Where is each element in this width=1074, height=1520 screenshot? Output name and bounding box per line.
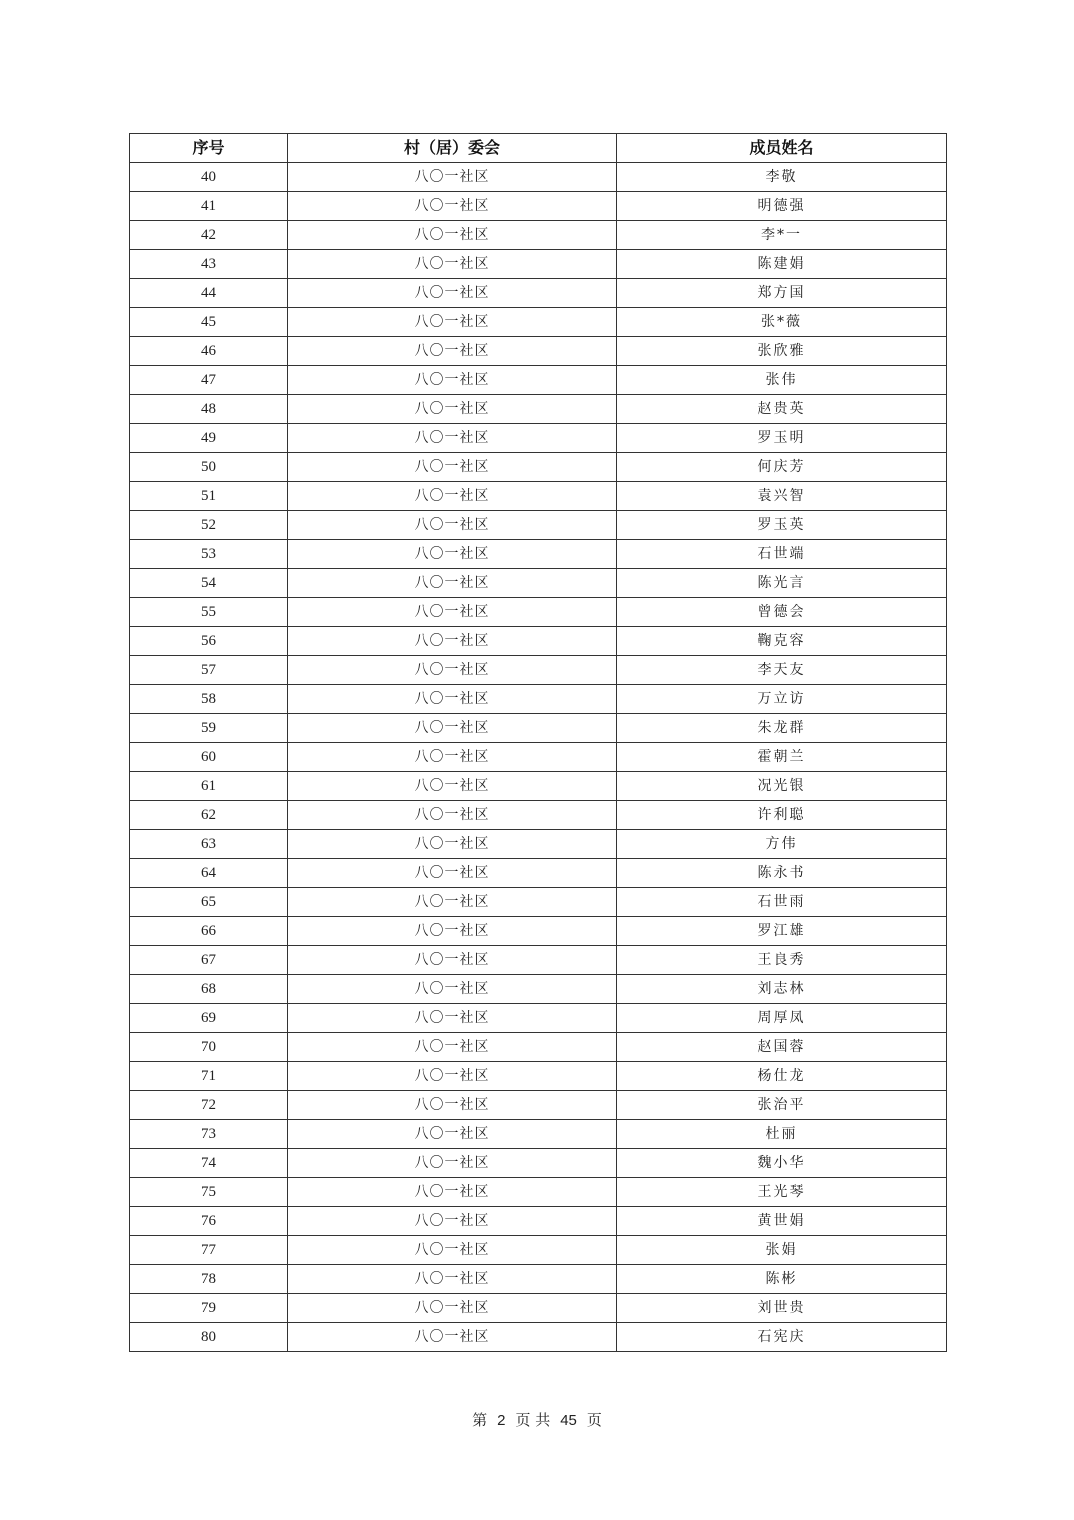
table-row: [130, 1004, 947, 1033]
table-row: [130, 540, 947, 569]
member-roster-table: [129, 133, 947, 1352]
cell-community: 八〇一社区: [288, 743, 617, 772]
cell-serial-number: 75: [130, 1178, 288, 1207]
cell-member-name: 万立访: [617, 685, 947, 714]
cell-member-name: 郑方国: [617, 279, 947, 308]
cell-community: 八〇一社区: [288, 1004, 617, 1033]
cell-serial-number: 40: [130, 163, 288, 192]
cell-member-name: 石世雨: [617, 888, 947, 917]
table-row: [130, 656, 947, 685]
cell-member-name: 陈建娟: [617, 250, 947, 279]
cell-member-name: 况光银: [617, 772, 947, 801]
cell-member-name: 鞠克容: [617, 627, 947, 656]
cell-community: 八〇一社区: [288, 453, 617, 482]
cell-community: 八〇一社区: [288, 685, 617, 714]
cell-community: 八〇一社区: [288, 1178, 617, 1207]
table-row: [130, 598, 947, 627]
cell-serial-number: 48: [130, 395, 288, 424]
cell-serial-number: 68: [130, 975, 288, 1004]
table-row: [130, 801, 947, 830]
table-row: [130, 946, 947, 975]
table-row: [130, 859, 947, 888]
table-row: [130, 511, 947, 540]
cell-member-name: 杜丽: [617, 1120, 947, 1149]
cell-member-name: 霍朝兰: [617, 743, 947, 772]
cell-community: 八〇一社区: [288, 946, 617, 975]
cell-community: 八〇一社区: [288, 511, 617, 540]
table-row: [130, 482, 947, 511]
cell-member-name: 周厚凤: [617, 1004, 947, 1033]
cell-serial-number: 51: [130, 482, 288, 511]
cell-serial-number: 55: [130, 598, 288, 627]
cell-serial-number: 60: [130, 743, 288, 772]
cell-serial-number: 73: [130, 1120, 288, 1149]
table-header-row: [130, 134, 947, 163]
cell-serial-number: 62: [130, 801, 288, 830]
table-row: [130, 1149, 947, 1178]
cell-serial-number: 67: [130, 946, 288, 975]
cell-community: 八〇一社区: [288, 337, 617, 366]
cell-serial-number: 80: [130, 1323, 288, 1352]
cell-community: 八〇一社区: [288, 1062, 617, 1091]
cell-community: 八〇一社区: [288, 366, 617, 395]
cell-member-name: 许利聪: [617, 801, 947, 830]
cell-member-name: 曾德会: [617, 598, 947, 627]
table-row: [130, 975, 947, 1004]
cell-member-name: 罗江雄: [617, 917, 947, 946]
cell-serial-number: 69: [130, 1004, 288, 1033]
table-row: [130, 1178, 947, 1207]
cell-community: 八〇一社区: [288, 1207, 617, 1236]
cell-serial-number: 76: [130, 1207, 288, 1236]
cell-member-name: 明德强: [617, 192, 947, 221]
table-row: [130, 337, 947, 366]
table-row: [130, 221, 947, 250]
cell-member-name: 赵国蓉: [617, 1033, 947, 1062]
cell-serial-number: 54: [130, 569, 288, 598]
cell-community: 八〇一社区: [288, 830, 617, 859]
cell-member-name: 罗玉明: [617, 424, 947, 453]
table-row: [130, 627, 947, 656]
table-row: [130, 279, 947, 308]
current-page-number: 2: [497, 1412, 506, 1429]
cell-serial-number: 47: [130, 366, 288, 395]
cell-member-name: 何庆芳: [617, 453, 947, 482]
cell-serial-number: 61: [130, 772, 288, 801]
cell-member-name: 黄世娟: [617, 1207, 947, 1236]
table-row: [130, 772, 947, 801]
cell-community: 八〇一社区: [288, 917, 617, 946]
table-row: [130, 685, 947, 714]
cell-member-name: 陈彬: [617, 1265, 947, 1294]
cell-community: 八〇一社区: [288, 1033, 617, 1062]
cell-community: 八〇一社区: [288, 163, 617, 192]
cell-community: 八〇一社区: [288, 975, 617, 1004]
table-row: [130, 192, 947, 221]
cell-community: 八〇一社区: [288, 598, 617, 627]
table-body: [130, 163, 947, 1352]
footer-middle: 页 共: [515, 1411, 551, 1429]
table-row: [130, 1120, 947, 1149]
cell-serial-number: 64: [130, 859, 288, 888]
cell-serial-number: 57: [130, 656, 288, 685]
table-row: [130, 830, 947, 859]
cell-member-name: 张*薇: [617, 308, 947, 337]
table-row: [130, 1091, 947, 1120]
cell-member-name: 王良秀: [617, 946, 947, 975]
cell-community: 八〇一社区: [288, 1149, 617, 1178]
cell-serial-number: 71: [130, 1062, 288, 1091]
table-row: [130, 917, 947, 946]
table-row: [130, 743, 947, 772]
cell-member-name: 刘世贵: [617, 1294, 947, 1323]
cell-community: 八〇一社区: [288, 1236, 617, 1265]
table-row: [130, 1236, 947, 1265]
table-row: [130, 1323, 947, 1352]
header-member-name: 成员姓名: [617, 134, 947, 163]
footer-suffix: 页: [586, 1411, 602, 1429]
cell-member-name: 张治平: [617, 1091, 947, 1120]
cell-member-name: 李敬: [617, 163, 947, 192]
cell-community: 八〇一社区: [288, 859, 617, 888]
cell-community: 八〇一社区: [288, 250, 617, 279]
cell-serial-number: 65: [130, 888, 288, 917]
table-row: [130, 1207, 947, 1236]
cell-serial-number: 44: [130, 279, 288, 308]
cell-serial-number: 66: [130, 917, 288, 946]
table-row: [130, 569, 947, 598]
cell-serial-number: 53: [130, 540, 288, 569]
cell-serial-number: 72: [130, 1091, 288, 1120]
cell-serial-number: 41: [130, 192, 288, 221]
cell-member-name: 王光琴: [617, 1178, 947, 1207]
cell-serial-number: 78: [130, 1265, 288, 1294]
cell-member-name: 陈光言: [617, 569, 947, 598]
cell-member-name: 袁兴智: [617, 482, 947, 511]
cell-community: 八〇一社区: [288, 569, 617, 598]
cell-member-name: 石宪庆: [617, 1323, 947, 1352]
cell-community: 八〇一社区: [288, 714, 617, 743]
header-serial-number: 序号: [130, 134, 288, 163]
cell-serial-number: 52: [130, 511, 288, 540]
cell-serial-number: 70: [130, 1033, 288, 1062]
table-row: [130, 424, 947, 453]
header-community: 村（居）委会: [288, 134, 617, 163]
cell-community: 八〇一社区: [288, 1323, 617, 1352]
table-row: [130, 395, 947, 424]
table-row: [130, 1294, 947, 1323]
table-row: [130, 366, 947, 395]
table-row: [130, 250, 947, 279]
cell-member-name: 杨仕龙: [617, 1062, 947, 1091]
cell-serial-number: 63: [130, 830, 288, 859]
cell-serial-number: 50: [130, 453, 288, 482]
cell-serial-number: 56: [130, 627, 288, 656]
cell-community: 八〇一社区: [288, 308, 617, 337]
cell-community: 八〇一社区: [288, 772, 617, 801]
cell-member-name: 陈永书: [617, 859, 947, 888]
cell-serial-number: 45: [130, 308, 288, 337]
cell-member-name: 方伟: [617, 830, 947, 859]
cell-community: 八〇一社区: [288, 279, 617, 308]
table-row: [130, 1033, 947, 1062]
cell-community: 八〇一社区: [288, 1091, 617, 1120]
page-footer: [0, 1409, 1074, 1430]
cell-member-name: 张欣雅: [617, 337, 947, 366]
cell-serial-number: 58: [130, 685, 288, 714]
cell-serial-number: 49: [130, 424, 288, 453]
cell-community: 八〇一社区: [288, 482, 617, 511]
cell-community: 八〇一社区: [288, 1120, 617, 1149]
cell-member-name: 张娟: [617, 1236, 947, 1265]
cell-serial-number: 46: [130, 337, 288, 366]
cell-member-name: 罗玉英: [617, 511, 947, 540]
cell-community: 八〇一社区: [288, 192, 617, 221]
table-row: [130, 453, 947, 482]
table-row: [130, 888, 947, 917]
cell-serial-number: 77: [130, 1236, 288, 1265]
cell-member-name: 李*一: [617, 221, 947, 250]
cell-community: 八〇一社区: [288, 395, 617, 424]
cell-community: 八〇一社区: [288, 1265, 617, 1294]
table-row: [130, 1265, 947, 1294]
cell-community: 八〇一社区: [288, 540, 617, 569]
cell-community: 八〇一社区: [288, 888, 617, 917]
footer-prefix: 第: [472, 1411, 488, 1429]
cell-member-name: 刘志林: [617, 975, 947, 1004]
cell-member-name: 李天友: [617, 656, 947, 685]
cell-community: 八〇一社区: [288, 656, 617, 685]
cell-community: 八〇一社区: [288, 221, 617, 250]
cell-serial-number: 59: [130, 714, 288, 743]
cell-member-name: 石世端: [617, 540, 947, 569]
cell-community: 八〇一社区: [288, 801, 617, 830]
cell-member-name: 魏小华: [617, 1149, 947, 1178]
cell-member-name: 朱龙群: [617, 714, 947, 743]
table-row: [130, 308, 947, 337]
cell-community: 八〇一社区: [288, 627, 617, 656]
table-row: [130, 1062, 947, 1091]
cell-member-name: 赵贵英: [617, 395, 947, 424]
cell-serial-number: 74: [130, 1149, 288, 1178]
cell-serial-number: 79: [130, 1294, 288, 1323]
cell-serial-number: 43: [130, 250, 288, 279]
table-row: [130, 163, 947, 192]
cell-community: 八〇一社区: [288, 1294, 617, 1323]
table-row: [130, 714, 947, 743]
total-pages-number: 45: [560, 1412, 577, 1429]
cell-community: 八〇一社区: [288, 424, 617, 453]
cell-member-name: 张伟: [617, 366, 947, 395]
cell-serial-number: 42: [130, 221, 288, 250]
